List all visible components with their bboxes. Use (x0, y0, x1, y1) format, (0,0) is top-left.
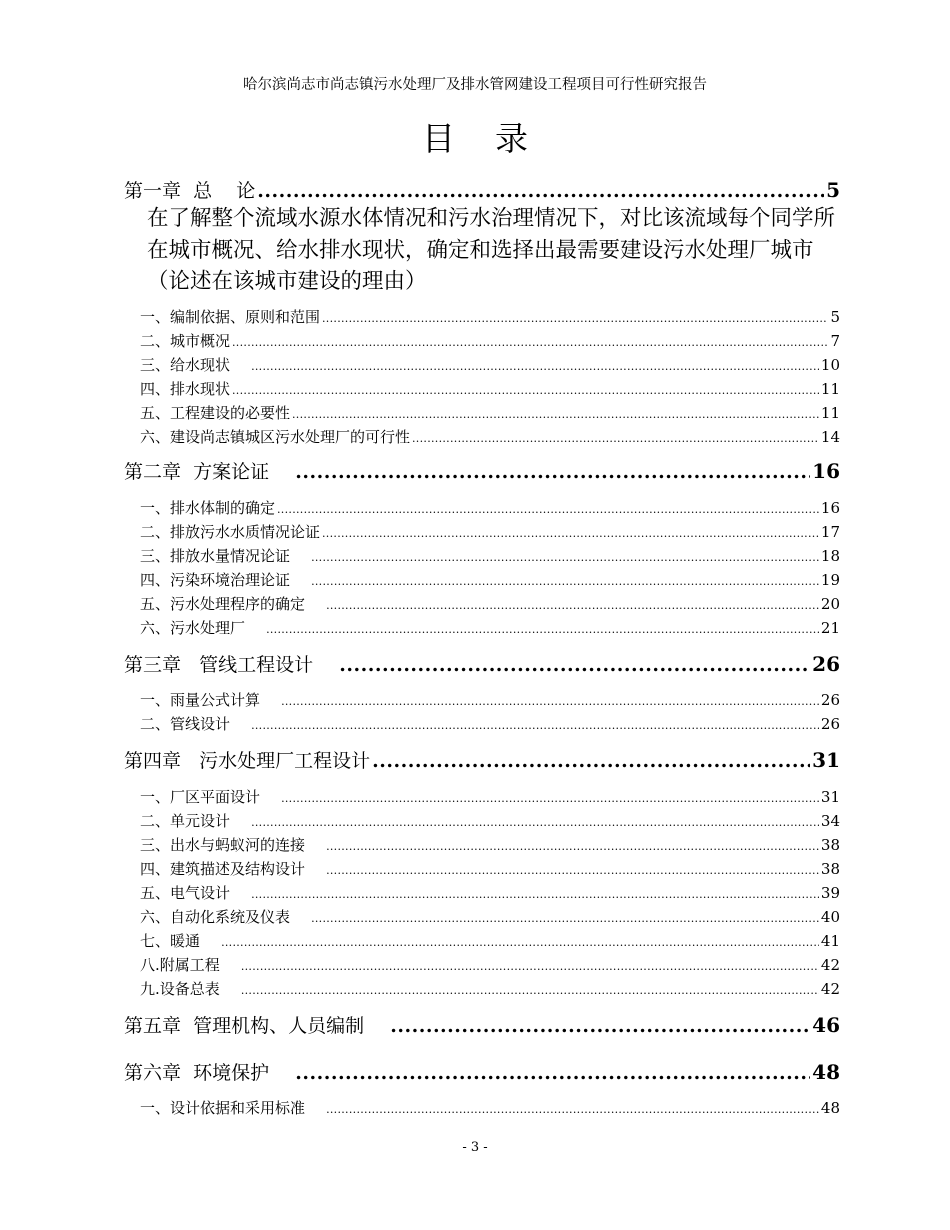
toc-entry-label: 第二章 方案论证 (124, 461, 294, 483)
toc-chapter-entry[interactable] (124, 746, 840, 773)
toc-entry-label: 四、建筑描述及结构设计 (140, 860, 325, 878)
toc-entry-label: 第四章 污水处理厂工程设计 (124, 750, 371, 772)
toc-page-number: 48 (820, 1099, 840, 1117)
toc-dot-leader (241, 984, 819, 997)
toc-entry-label: 二、城市概况 (140, 332, 231, 350)
toc-section-entry[interactable] (140, 378, 840, 399)
toc-section-entry[interactable] (140, 786, 840, 807)
toc-dot-leader (311, 575, 819, 588)
toc-page-number: 40 (820, 908, 840, 926)
toc-entry-label: 一、雨量公式计算 (140, 691, 280, 709)
toc-entry-label: 一、编制依据、原则和范围 (140, 308, 321, 326)
intro-paragraph-text: 在了解整个流域水源水体情况和污水治理情况下，对比该流域每个同学所在城市概况、给水排水现状，确定和选择出最需要建设污水处理厂城市（论述在该城市建设的理由） (147, 206, 836, 294)
toc-section-entry[interactable] (140, 882, 840, 903)
toc-page-number: 42 (820, 980, 840, 998)
toc-page-number: 31 (812, 748, 840, 772)
toc-dot-leader (277, 503, 819, 516)
toc-entry-label: 三、排放水量情况论证 (140, 547, 310, 565)
toc-page-number: 26 (820, 691, 840, 709)
toc-section-entry[interactable] (140, 426, 840, 447)
toc-entry-label: 一、厂区平面设计 (140, 788, 280, 806)
toc-chapter-entry[interactable] (124, 650, 840, 677)
toc-section-entry[interactable] (140, 834, 840, 855)
toc-page-number: 46 (812, 1013, 840, 1037)
toc-dot-leader (232, 336, 828, 349)
running-header: 哈尔滨尚志市尚志镇污水处理厂及排水管网建设工程项目可行性研究报告 (243, 77, 707, 93)
toc-section-entry[interactable] (140, 497, 840, 518)
toc-dot-leader (251, 719, 819, 732)
toc-entry-label: 六、污水处理厂 (140, 619, 265, 637)
toc-entry-label: 二、单元设计 (140, 812, 250, 830)
toc-page-number: 26 (820, 715, 840, 733)
toc-page-number: 7 (830, 332, 840, 350)
toc-entry-label: 第五章 管理机构、人员编制 (124, 1015, 389, 1037)
toc-section-entry[interactable] (140, 810, 840, 831)
toc-page-number: 11 (820, 380, 840, 398)
toc-section-entry[interactable] (140, 689, 840, 710)
toc-dot-leader (339, 654, 810, 676)
toc-section-entry[interactable] (140, 402, 840, 423)
toc-section-entry[interactable] (140, 306, 840, 327)
toc-section-entry[interactable] (140, 521, 840, 542)
toc-page-number: 5 (830, 308, 840, 326)
toc-dot-leader (326, 864, 819, 877)
toc-page-number: 39 (820, 884, 840, 902)
toc-dot-leader (221, 936, 819, 949)
toc-entry-label: 第三章 管线工程设计 (124, 654, 338, 676)
toc-section-entry[interactable] (140, 906, 840, 927)
toc-entry-label: 三、出水与蚂蚁河的连接 (140, 836, 325, 854)
toc-entry-label: 二、排放污水水质情况论证 (140, 523, 321, 541)
toc-dot-leader (311, 912, 819, 925)
toc-dot-leader (251, 360, 819, 373)
toc-page-number: 34 (820, 812, 840, 830)
toc-dot-leader (372, 750, 810, 772)
toc-dot-leader (266, 623, 819, 636)
toc-page-number: 18 (820, 547, 840, 565)
toc-section-entry[interactable] (140, 354, 840, 375)
toc-dot-leader (281, 695, 819, 708)
toc-page-number: 26 (812, 652, 840, 676)
toc-entry-label: 一、设计依据和采用标准 (140, 1099, 325, 1117)
toc-dot-leader (412, 432, 819, 445)
toc-dot-leader (322, 527, 819, 540)
toc-entry-label: 七、暖通 (140, 932, 220, 950)
toc-page-number: 20 (820, 595, 840, 613)
toc-dot-leader (292, 408, 819, 421)
toc-dot-leader (326, 1103, 819, 1116)
toc-section-entry[interactable] (140, 593, 840, 614)
toc-dot-leader (326, 840, 819, 853)
toc-section-entry[interactable] (140, 330, 840, 351)
toc-chapter-entry[interactable] (124, 176, 840, 203)
toc-page-number: 42 (820, 956, 840, 974)
toc-dot-leader (257, 180, 824, 202)
toc-section-entry[interactable] (140, 617, 840, 638)
toc-page-number: 38 (820, 860, 840, 878)
toc-entry-label: 五、电气设计 (140, 884, 250, 902)
toc-section-entry[interactable] (140, 954, 840, 975)
toc-page-number: 17 (820, 523, 840, 541)
toc-page-number: 48 (812, 1060, 840, 1084)
toc-section-entry[interactable] (140, 713, 840, 734)
toc-entry-label: 四、污染环境治理论证 (140, 571, 310, 589)
toc-section-entry[interactable] (140, 1097, 840, 1118)
toc-entry-label: 第六章 环境保护 (124, 1062, 294, 1084)
toc-page-number: 11 (820, 404, 840, 422)
toc-dot-leader (251, 816, 819, 829)
toc-entry-label: 第一章 总 论 (124, 180, 256, 202)
toc-dot-leader (311, 551, 819, 564)
toc-page-number: 21 (820, 619, 840, 637)
toc-dot-leader (326, 599, 819, 612)
toc-entry-label: 九.设备总表 (140, 980, 239, 998)
toc-section-entry[interactable] (140, 858, 840, 879)
toc-entry-label: 二、管线设计 (140, 715, 250, 733)
toc-section-entry[interactable] (140, 545, 840, 566)
toc-section-entry[interactable] (140, 930, 840, 951)
toc-page-number: 31 (820, 788, 840, 806)
toc-dot-leader (251, 888, 819, 901)
page-title: 目录 (422, 119, 568, 158)
toc-chapter-entry[interactable] (124, 457, 840, 484)
toc-entry-label: 八.附属工程 (140, 956, 239, 974)
toc-chapter-entry[interactable] (124, 1011, 840, 1038)
toc-page-number: 41 (820, 932, 840, 950)
toc-entry-label: 五、工程建设的必要性 (140, 404, 291, 422)
toc-page-number: 14 (820, 428, 840, 446)
toc-page-number: 19 (820, 571, 840, 589)
toc-entry-label: 六、建设尚志镇城区污水处理厂的可行性 (140, 428, 411, 446)
page-number: - 3 - (462, 1140, 488, 1155)
toc-dot-leader (232, 384, 819, 397)
toc-page-number: 5 (826, 178, 840, 202)
toc-dot-leader (295, 461, 810, 483)
toc-dot-leader (295, 1062, 810, 1084)
toc-page-number: 16 (812, 459, 840, 483)
toc-entry-label: 三、给水现状 (140, 356, 250, 374)
toc-section-entry[interactable] (140, 569, 840, 590)
toc-entry-label: 一、排水体制的确定 (140, 499, 276, 517)
toc-entry-label: 五、污水处理程序的确定 (140, 595, 325, 613)
toc-dot-leader (241, 960, 819, 973)
toc-entry-label: 四、排水现状 (140, 380, 231, 398)
toc-dot-leader (281, 792, 819, 805)
toc-section-entry[interactable] (140, 978, 840, 999)
toc-page-number: 38 (820, 836, 840, 854)
table-of-contents (124, 0, 840, 1230)
toc-entry-label: 六、自动化系统及仪表 (140, 908, 310, 926)
toc-page-number: 10 (820, 356, 840, 374)
toc-chapter-entry[interactable] (124, 1058, 840, 1085)
toc-page-number: 16 (820, 499, 840, 517)
toc-dot-leader (390, 1015, 810, 1037)
toc-dot-leader (322, 312, 828, 325)
